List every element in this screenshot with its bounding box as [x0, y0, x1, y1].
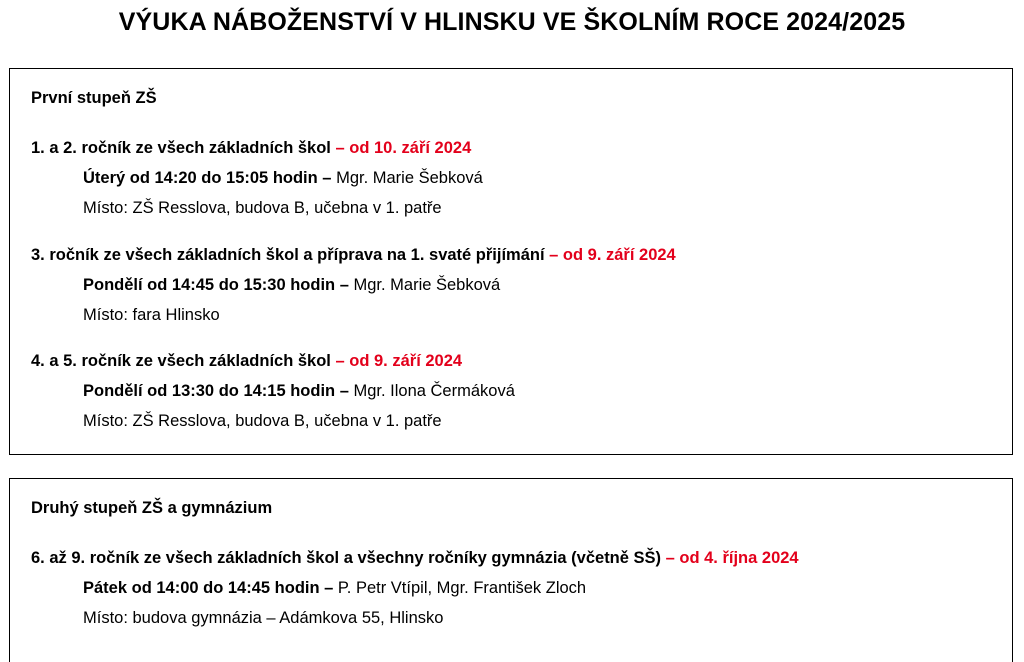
entry-schedule: Úterý od 14:20 do 15:05 hodin – — [83, 169, 332, 187]
entry-group-line — [31, 543, 1002, 573]
entry-start-date: – od 9. září 2024 — [335, 352, 463, 370]
entry-schedule: Pátek od 14:00 do 14:45 hodin – — [83, 579, 334, 597]
entry-group: 6. až 9. ročník ze všech základních škol a všechny ročníky gymnázia (včetně SŠ) — [31, 549, 662, 567]
entry-teacher: Mgr. Marie Šebková — [331, 169, 483, 187]
entry-grade-6-9 — [31, 543, 1002, 633]
entry-place: Místo: fara Hlinsko — [83, 306, 220, 324]
section-heading: První stupeň ZŠ — [31, 89, 157, 107]
entry-grade-4-5 — [31, 346, 1002, 436]
entry-schedule-line — [31, 376, 1002, 406]
entry-group-line — [31, 133, 1002, 163]
entry-schedule: Pondělí od 13:30 do 14:15 hodin – — [83, 382, 349, 400]
entry-start-date: – od 4. října 2024 — [665, 549, 799, 567]
entry-teacher: P. Petr Vtípil, Mgr. František Zloch — [333, 579, 587, 597]
entry-schedule-line — [31, 270, 1002, 300]
entry-schedule-line — [31, 573, 1002, 603]
entry-schedule-line — [31, 163, 1002, 193]
entry-grade-1-2 — [31, 133, 1002, 223]
entry-start-date: – od 10. září 2024 — [335, 139, 472, 157]
entry-schedule: Pondělí od 14:45 do 15:30 hodin – — [83, 276, 349, 294]
entry-group: 1. a 2. ročník ze všech základních škol — [31, 139, 331, 157]
entry-group: 3. ročník ze všech základních škol a příprava na 1. svaté přijímání — [31, 246, 545, 264]
entry-place: Místo: ZŠ Resslova, budova B, učebna v 1. patře — [83, 412, 442, 430]
page-title: VÝUKA NÁBOŽENSTVÍ V HLINSKU VE ŠKOLNÍM ROCE 2024/2025 — [118, 8, 906, 36]
entry-teacher: Mgr. Ilona Čermáková — [348, 382, 515, 400]
section-heading: Druhý stupeň ZŠ a gymnázium — [31, 499, 273, 517]
entry-group: 4. a 5. ročník ze všech základních škol — [31, 352, 331, 370]
entry-group-line — [31, 346, 1002, 376]
entry-place: Místo: ZŠ Resslova, budova B, učebna v 1. patře — [83, 199, 442, 217]
section-second-stage — [9, 478, 1013, 662]
entry-group-line — [31, 240, 1002, 270]
entry-grade-3 — [31, 240, 1002, 330]
section-first-stage — [9, 68, 1013, 455]
entry-start-date: – od 9. září 2024 — [549, 246, 676, 264]
entry-teacher: Mgr. Marie Šebková — [348, 276, 501, 294]
entry-place: Místo: budova gymnázia – Adámkova 55, Hlinsko — [83, 609, 444, 627]
